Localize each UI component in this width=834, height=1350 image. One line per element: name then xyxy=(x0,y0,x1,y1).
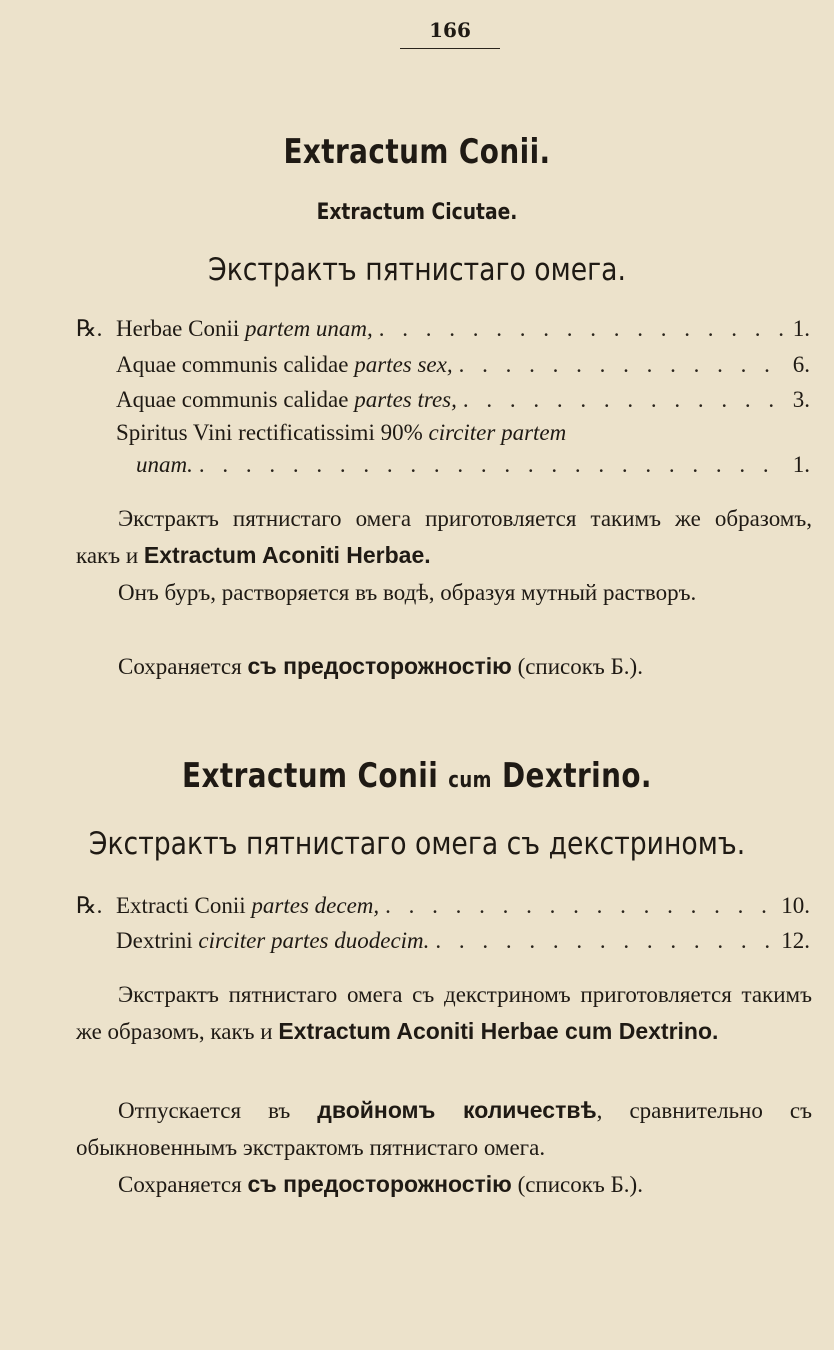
ingredient-amount: unam. xyxy=(136,452,193,477)
ingredient-qty: 12. xyxy=(781,928,810,953)
para-text: , сравнительно съ обыкновеннымъ экстрактомъ пятнистаго омега. xyxy=(76,1098,812,1160)
ingredient-qty: 6. xyxy=(792,352,810,377)
ingredient-qty: 3. xyxy=(792,387,810,412)
ingredient-amount: partem unam, xyxy=(245,316,373,341)
page-number: 166 xyxy=(400,18,500,49)
recipe-row xyxy=(76,352,810,384)
para-text: Сохраняется xyxy=(118,1172,248,1197)
section1-title: Extractum Conii. xyxy=(283,132,551,172)
ingredient-qty: 10. xyxy=(781,893,810,918)
leader-dots xyxy=(463,387,787,413)
para-text: Сохраняется xyxy=(118,654,248,679)
ingredient-amount: partes sex, xyxy=(354,352,453,377)
para-bold: Extractum Aconiti Herbae. xyxy=(143,542,431,568)
section2-title xyxy=(75,756,759,796)
recipe-row xyxy=(76,893,810,925)
ingredient-qty: 1. xyxy=(792,316,810,341)
leader-dots xyxy=(379,316,787,342)
title-part: Dextrino. xyxy=(491,756,652,796)
recipe-symbol: ℞. xyxy=(76,316,103,341)
leader-dots xyxy=(199,452,787,478)
para-text: Экстрактъ пятнистаго омега приготовляется такимъ же образомъ, какъ и xyxy=(76,506,812,568)
recipe-row xyxy=(76,928,810,960)
paragraph xyxy=(76,976,812,1050)
paragraph xyxy=(76,1092,812,1166)
para-bold: съ предосторожностію xyxy=(247,653,512,679)
ingredient-qty: 1. xyxy=(792,452,810,477)
ingredient-name: Dextrini xyxy=(116,928,199,953)
ingredient-name: Spiritus Vini rectificatissimi 90% xyxy=(116,420,429,445)
para-text: Отпускается въ xyxy=(118,1098,318,1123)
ingredient-name: Aquae communis calidae xyxy=(116,352,355,377)
ingredient-amount: circiter partes duodecim. xyxy=(198,928,430,953)
recipe-row xyxy=(76,387,810,419)
leader-dots xyxy=(459,352,787,378)
para-text: (списокъ Б.). xyxy=(511,1172,643,1197)
section1-synonym: Extractum Cicutae. xyxy=(316,200,518,225)
ingredient-name: Herbae Conii xyxy=(116,316,246,341)
leader-dots xyxy=(385,893,775,919)
ingredient-name: Aquae communis calidae xyxy=(116,387,355,412)
recipe-row-multiline-2 xyxy=(136,452,810,484)
recipe-row xyxy=(76,316,810,348)
ingredient-name: Extracti Conii xyxy=(116,893,252,918)
para-bold: съ предосторожностію xyxy=(247,1171,512,1197)
title-part: cum xyxy=(448,768,492,793)
para-text: Экстрактъ пятнистаго омега съ декстриномъ приготовляется такимъ же образомъ, какъ и xyxy=(76,982,812,1044)
ingredient-amount: partes tres, xyxy=(354,387,457,412)
paragraph xyxy=(76,1166,812,1203)
paragraph xyxy=(76,500,812,574)
leader-dots xyxy=(435,928,775,954)
para-bold: двойномъ количествѣ xyxy=(317,1097,597,1123)
section2-russian-title: Экстрактъ пятнистаго омега съ декстриномъ. xyxy=(88,826,746,862)
ingredient-amount: partes decem, xyxy=(251,893,380,918)
paragraph xyxy=(76,574,812,611)
ingredient-amount: circiter partem xyxy=(428,420,567,445)
para-text: Онъ буръ, растворяется въ водѣ, образуя мутный растворъ. xyxy=(118,580,697,605)
title-part: Extractum Conii xyxy=(182,756,449,796)
recipe-symbol: ℞. xyxy=(76,893,103,918)
para-text: (списокъ Б.). xyxy=(511,654,643,679)
section1-russian-title: Экстрактъ пятнистаго омега. xyxy=(208,252,626,288)
recipe-row-multiline-1 xyxy=(116,420,566,446)
paragraph xyxy=(76,648,812,685)
para-bold: Extractum Aconiti Herbae cum Dextrino. xyxy=(278,1018,719,1044)
